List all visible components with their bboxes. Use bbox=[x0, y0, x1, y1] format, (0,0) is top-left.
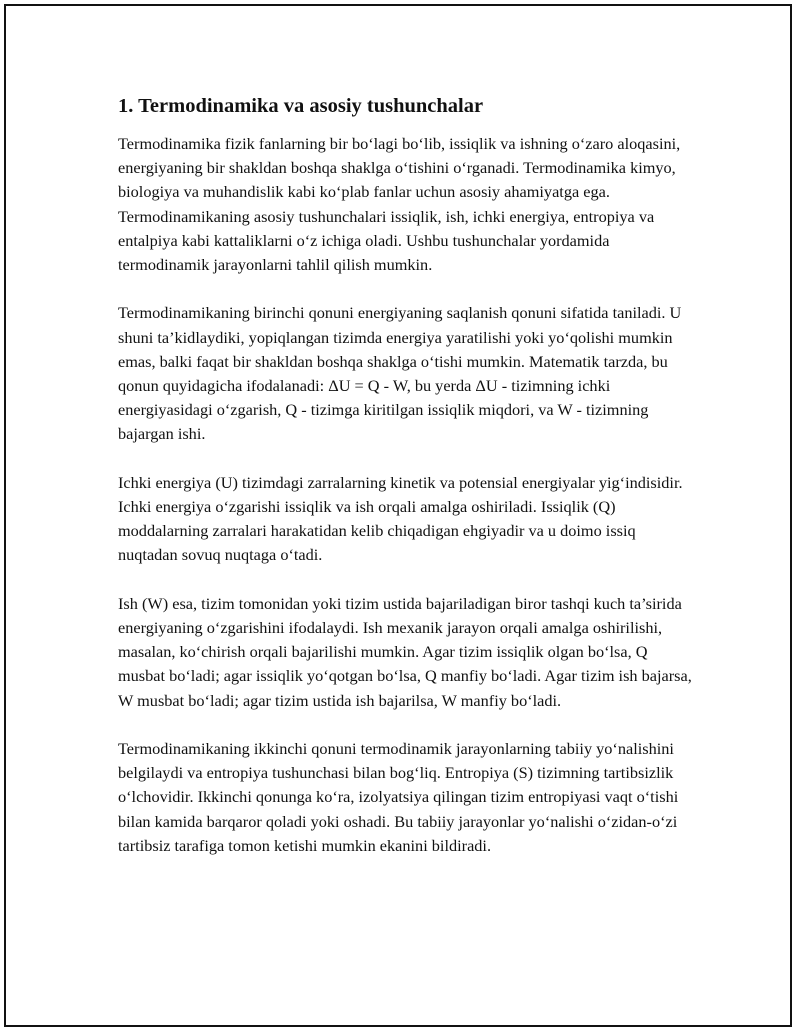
paragraph-first-law: Termodinamikaning birinchi qonuni energiyaning saqlanish qonuni sifatida taniladi. U shuni ta’kidlaydiki, yopiqlangan tizimda energiya yaratilishi yoki yo‘qolishi mumkin emas, balki faqat bir shakldan boshqa shaklga o‘tishi mumkin. Matematik tarzda, bu qonun quyidagicha ifodalanadi: ΔU = Q - W, bu yerda ΔU - tizimning ichki energiyasidagi o‘zgarish, Q - tizimga kiritilgan issiqlik miqdori, va W - tizimning bajargan ishi. bbox=[118, 303, 682, 444]
paragraph-intro: Termodinamika fizik fanlarning bir bo‘lagi bo‘lib, issiqlik va ishning o‘zaro aloqasini, energiyaning bir shakldan boshqa shaklga o‘tishini o‘rganadi. Termodinamika kimyo, biologiya va muhandislik kabi ko‘plab fanlar uchun asosiy ahamiyatga ega. Termodinamikaning asosiy tushunchalari issiqlik, ish, ichki energiya, entropiya va entalpiya kabi kattaliklarni o‘z ichiga oladi. Ushbu tushunchalar yordamida termodinamik jarayonlarni tahlil qilish mumkin. bbox=[118, 134, 681, 275]
paragraph-internal-energy: Ichki energiya (U) tizimdagi zarralarning kinetik va potensial energiyalar yig‘indisidir. Ichki energiya o‘zgarishi issiqlik va ish orqali amalga oshiriladi. Issiqlik (Q) moddalarning zarralari harakatidan kelib chiqadigan ehgiyadir va u doimo issiq nuqtadan sovuq nuqtaga o‘tadi. bbox=[118, 472, 683, 565]
document-body bbox=[118, 92, 693, 882]
section-heading: 1. Termodinamika va asosiy tushunchalar bbox=[118, 95, 484, 117]
paragraph-second-law: Termodinamikaning ikkinchi qonuni termodinamik jarayonlarning tabiiy yo‘nalishini belgilaydi va entropiya tushunchasi bilan bog‘liq. Entropiya (S) tizimning tartibsizlik o‘lchovidir. Ikkinchi qonunga ko‘ra, izolyatsiya qilingan tizim entropiyasi vaqt o‘tishi bilan kamida barqaror qoladi yoki oshadi. Bu tabiiy jarayonlar yo‘nalishi o‘zidan-o‘zi tartibsiz tarafiga tomon ketishi mumkin ekanini bildiradi. bbox=[118, 739, 679, 855]
paragraph-work: Ish (W) esa, tizim tomonidan yoki tizim ustida bajariladigan biror tashqi kuch ta’sirida energiyaning o‘zgarishini ifodalaydi. Ish mexanik jarayon orqali amalga oshirilishi, masalan, ko‘chirish orqali bajarilishi mumkin. Agar tizim issiqlik olgan bo‘lsa, Q musbat bo‘ladi; agar issiqlik yo‘qotgan bo‘lsa, Q manfiy bo‘ladi. Agar tizim ish bajarsa, W musbat bo‘ladi; agar tizim ustida ish bajarilsa, W manfiy bo‘ladi. bbox=[118, 593, 692, 710]
